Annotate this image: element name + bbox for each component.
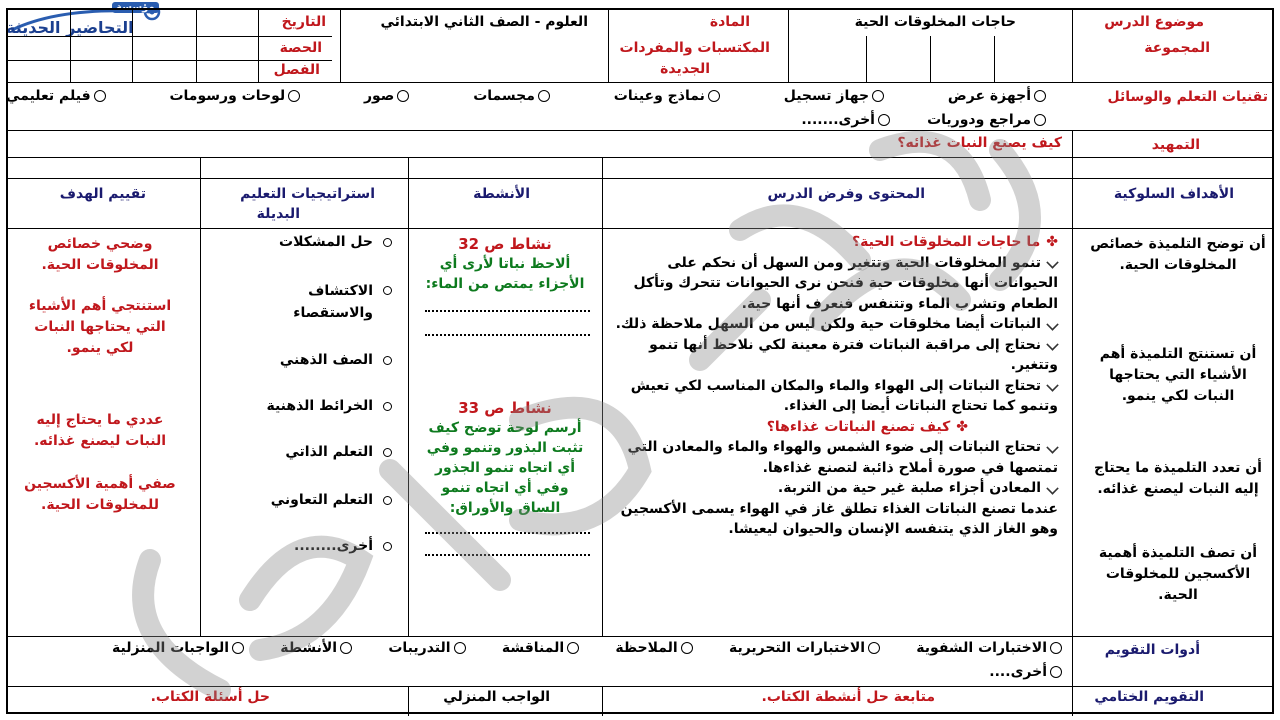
radio-icon [397,90,409,102]
content-point: تحتاج النباتات إلى الهواء والماء والمكان المناسب لكي تعيش وتنمو كما تحتاج النباتات أيضا إلى الغذاء. [630,377,1058,414]
bullet-icon [383,238,392,247]
objective-item: أن توضح التلميذة خصائص المخلوقات الحية. [1090,236,1266,273]
check-icon [1046,256,1058,268]
tool-option[interactable]: مراجع ودوريات [927,112,1046,128]
tool-option[interactable]: جهاز تسجيل [784,88,884,104]
subject-value: العلوم - الصف الثاني الابتدائي [380,14,588,30]
activity-1-text: ألاحظ نباتا لأرى أي الأجزاء يمتص من الماء: [425,256,585,292]
assessment-row1 [112,640,1062,656]
strategy-item[interactable]: أخرى........ [202,538,392,568]
radio-icon [94,90,106,102]
final-evaluation-value: متابعة حل أنشطة الكتاب. [761,689,935,705]
strategy-item[interactable]: الصف الذهني [202,352,392,398]
subject-label: المادة [709,14,750,30]
check-icon [1046,482,1058,494]
radio-icon [288,90,300,102]
activity-1-title: نشاط ص 32 [458,235,552,253]
content-heading-1: ✤ما حاجات المخلوقات الحية؟ [851,234,1058,250]
strategy-item[interactable]: التعلم الذاتي [202,444,392,492]
strategy-item[interactable]: حل المشكلات [202,234,392,280]
content-closing: عندما تصنع النباتات الغذاء تطلق غاز في الهواء يسمى الأكسجين وهو الغاز الذي يتنفسه الإنسان والحيوان ليعيشا. [620,500,1058,537]
radio-icon [681,642,693,654]
homework-label: الواجب المنزلي [443,689,550,705]
lesson-topic-value: حاجات المخلوقات الحية [854,14,1016,30]
content-heading-2: ✤كيف تصنع النباتات غذاءها؟ [766,418,968,435]
tool-option[interactable]: صور [364,88,409,104]
objective-item: أن تستنتج التلميذة أهم الأشياء التي يحتاجها النبات لكي ينمو. [1099,346,1257,404]
logo-line2: التحاضير الحديثة [6,18,134,37]
radio-icon [1034,90,1046,102]
lesson-topic-label: موضوع الدرس [1104,14,1204,30]
assessment-option[interactable]: الواجبات المنزلية [112,640,244,656]
assessment-option[interactable]: الملاحظة [615,640,692,656]
bullet-icon [383,542,392,551]
radio-icon [538,90,550,102]
tool-option[interactable]: مجسمات [473,88,550,104]
radio-icon [878,114,890,126]
check-icon [1046,318,1058,330]
tool-option[interactable]: أخرى....... [801,112,890,128]
radio-icon [708,90,720,102]
diamond-icon: ✤ [956,418,968,435]
date-label: التاريخ [281,14,326,30]
evaluation-item: عددي ما يحتاج إليه النبات ليصنع غذائه. [33,412,167,449]
radio-icon [567,642,579,654]
vocab-label-1: المكتسبات والمفردات [619,40,770,56]
intro-question: كيف يصنع النبات غذائه؟ [897,135,1062,151]
final-evaluation-label: التقويم الختامي [1094,689,1204,705]
intro-label: التمهيد [1151,137,1200,153]
tool-option[interactable]: لوحات ورسومات [169,88,300,104]
content-point: تحتاج النباتات إلى ضوء الشمس والهواء والماء والمعادن التي تمتصها في صورة أملاح ذائبة لتصنع غذاءها. [627,439,1058,476]
assessment-option[interactable]: التدريبات [388,640,465,656]
assessment-label: أدوات التقويم [1104,642,1200,658]
strategy-item[interactable]: الخرائط الذهنية [202,398,392,444]
col-content: المحتوى وفرض الدرس [767,186,925,202]
radio-icon [1050,666,1062,678]
activity-2 [420,398,590,556]
check-icon [1046,441,1058,453]
bullet-icon [383,496,392,505]
class-label: الفصل [273,62,320,78]
content-body [602,232,1058,540]
check-icon [1046,379,1058,391]
homework-value: حل أسئلة الكتاب. [150,689,270,705]
content-point: نحتاج إلى مراقبة النباتات فترة معينة لكي نلاحظ أنها تنمو وتتغير. [649,336,1058,373]
tools-label: تقنيات التعلم والوسائل [1107,89,1268,105]
col-evaluation: تقييم الهدف [59,186,146,202]
col-strategies-2: البديلة [256,206,300,222]
period-label: الحصة [279,40,322,56]
tools-row1 [6,88,1046,104]
answer-line[interactable] [425,554,590,556]
vocab-label-2: الجديدة [660,61,710,77]
answer-line[interactable] [425,334,590,336]
group-label: المجموعة [1144,40,1210,56]
objective-item: أن تعدد التلميذة ما يحتاج إليه النبات ليصنع غذائه. [1094,460,1262,497]
radio-icon [868,642,880,654]
evaluation-item: وضحي خصائص المخلوقات الحية. [41,236,159,273]
content-point: النباتات أيضا مخلوقات حية ولكن ليس من السهل ملاحظة ذلك. [602,314,1058,335]
assessment-option[interactable]: الأنشطة [280,640,352,656]
diamond-icon: ✤ [1046,234,1058,250]
radio-icon [1034,114,1046,126]
check-icon [1046,338,1058,350]
assessment-option[interactable]: الاختبارات الشفوية [916,640,1062,656]
evaluation-item: استنتجي أهم الأشياء التي يحتاجها النبات لكي ينمو. [28,298,172,356]
col-activities: الأنشطة [473,186,530,202]
strategy-item[interactable]: التعلم التعاوني [202,492,392,538]
radio-icon [454,642,466,654]
radio-icon [1050,642,1062,654]
content-point: المعادن أجزاء صلبة غير حية من التربة. [602,478,1058,499]
col-strategies-1: استراتيجيات التعليم [240,186,375,202]
tool-option[interactable]: نماذج وعينات [614,88,720,104]
tool-option[interactable]: أجهزة عرض [948,88,1046,104]
assessment-option[interactable]: الاختبارات التحريرية [729,640,880,656]
radio-icon [340,642,352,654]
bullet-icon [383,402,392,411]
bullet-icon [383,356,392,365]
radio-icon [872,90,884,102]
col-objectives: الأهداف السلوكية [1113,186,1234,202]
assessment-option[interactable]: المناقشة [502,640,579,656]
assessment-option[interactable]: أخرى.... [989,664,1062,680]
objective-item: أن تصف التلميذة أهمية الأكسجين للمخلوقات الحية. [1098,545,1258,603]
content-point: تنمو المخلوقات الحية وتتغير ومن السهل أن نحكم على الحيوانات أنها مخلوقات حية فنحن نرى الحيوانات تتحرك وتأكل الطعام وتشرب الماء وتتنفس فنعرف أنها حية. [633,254,1058,312]
activity-1 [420,234,590,336]
tool-option[interactable]: فيلم تعليمي [6,88,106,104]
logo-line1: مؤسسة [112,2,159,13]
bullet-icon [383,448,392,457]
activity-2-text: أرسم لوحة توضح كيف تثبت البذور وتنمو وفي أي اتجاه تنمو الجذور وفي أي اتجاه تنمو الساق والأوراق: [426,420,584,516]
activity-2-title: نشاط ص 33 [458,399,552,417]
bullet-icon [383,286,392,295]
strategy-item[interactable]: الاكتشاف والاستقصاء [202,280,392,352]
strategies-list [202,234,392,568]
evaluation-item: صفي أهمية الأكسجين للمخلوقات الحية. [24,476,176,513]
radio-icon [232,642,244,654]
